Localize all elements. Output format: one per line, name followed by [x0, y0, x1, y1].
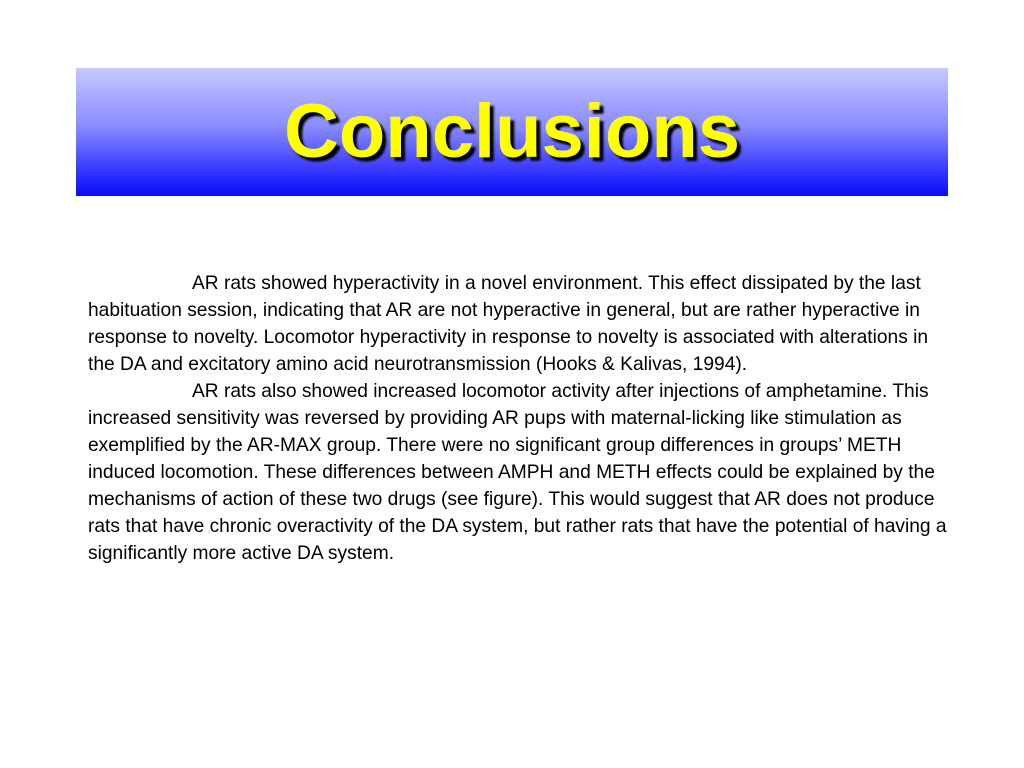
paragraph-1: AR rats showed hyperactivity in a novel environment. This effect dissipated by the last habituation session, indicating that AR are not hyperactive in general, but are rather hyperactive in response to novelty. Locomotor hyperactivity in response to novelty is associated with alterations in the DA and excitatory amino acid neurotransmission (Hooks & Kalivas, 1994). — [88, 273, 929, 375]
slide-body — [88, 270, 960, 567]
paragraph-2: AR rats also showed increased locomotor activity after injections of amphetamine. This increased sensitivity was reversed by providing AR pups with maternal-licking like stimulation as exemplified by the AR-MAX group. There were no significant group differences in groups’ METH induced locomotion. These differences between AMPH and METH effects could be explained by the mechanisms of action of these two drugs (see figure). This would suggest that AR does not produce rats that have chronic overactivity of the DA system, but rather rats that have the potential of having a significantly more active DA system. — [88, 381, 947, 564]
slide-title: Conclusions — [283, 88, 741, 174]
title-banner — [76, 68, 948, 196]
